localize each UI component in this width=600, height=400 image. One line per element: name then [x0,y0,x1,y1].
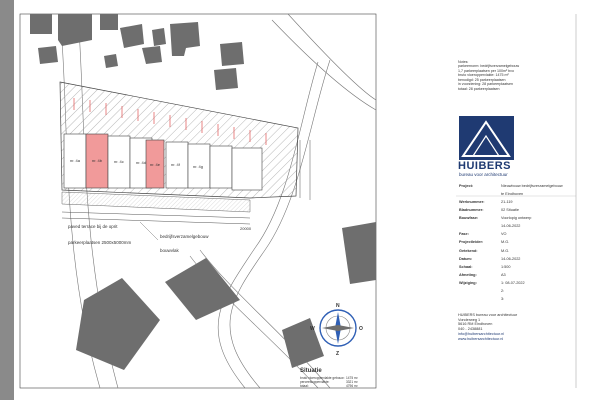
situation-box [300,368,358,388]
title-block-row [458,247,564,255]
title-block-row [458,230,564,238]
situation-value: 4796 m² [346,384,358,388]
company-logo [459,116,514,160]
company-footer [458,313,576,341]
footer-line: 5616 RM Eindhoven [458,322,493,327]
compass-north: N [336,303,340,309]
title-block-row [458,255,564,263]
title-block-value: 1:500 [501,264,511,269]
unit-4a [64,134,86,188]
unit-label: nr. 4c [114,159,124,164]
unit-4b [86,134,108,188]
title-block-value: te Eindhoven [501,192,524,197]
title-block-key: Afmeting: [459,272,477,277]
title-block-key [458,190,500,198]
unit-label: nr. 4b [92,158,103,163]
situation-line: totaal: [300,384,309,388]
title-block-key: Bladnummer: [459,208,484,213]
unit-4g [188,144,210,188]
unit-4e [146,140,164,188]
title-block-value: Nieuwbouw bedrijfsverzamelgebouw [501,184,563,188]
title-block-key: Projectleider: [459,240,484,245]
title-block-value: M.G. [501,248,510,253]
title-block-key: Fase: [459,232,469,237]
title-block-value: 2: [501,288,505,293]
title-block-key: Project: [459,184,474,188]
title-block-row [458,279,564,287]
footer-link[interactable]: www.huibersarchitectuur.nl [458,336,504,341]
title-block-row [458,206,564,214]
title-block-key [458,222,500,230]
unit-label: nr. 4g [193,164,204,169]
situation-title: Situatie [300,368,322,374]
title-block-key: Schaal: [459,264,473,269]
footer-link[interactable]: info@huibersarchitectuur.nl [458,331,505,336]
dimension-value: 20000 [240,226,252,231]
unit-label: nr. 4d [136,160,147,165]
annotation-paved: paved terrace bij de oprit [68,224,118,229]
title-block [458,182,576,341]
unit-label: nr. 4a [70,158,81,163]
unit-4c [108,136,130,188]
title-block-row [458,222,564,230]
footer-line: 040 - 2438881 [458,327,483,332]
situation-value: 1475 m² [346,376,358,380]
title-block-row [458,238,564,246]
title-block-row [458,214,564,222]
legend-line: parkeernorm: bedrijfsverzamelgebouw [458,64,520,69]
title-block-key: Bouwfase: [459,216,479,221]
title-block-row [458,198,564,206]
compass-west: W [310,326,315,332]
title-block-value: VO [501,232,507,237]
unit-label: nr. 4f [171,162,180,167]
title-block-value: 14-06-2022 [501,224,521,229]
legend-line: in voorziening: 28 parkeerplaatsen [458,82,513,87]
title-block-value: M.G. [501,240,510,245]
title-block-row [458,182,564,190]
compass-east: O [359,326,363,332]
footer-line: Vonderweg 1 [458,317,481,322]
brand-name: HUIBERS [458,160,512,172]
annotation-building: bedrijfsverzamelgebouw [160,234,209,239]
legend-notes [458,60,568,91]
situation-line: perceelsoppervlakte: [300,380,330,384]
title-block-row [458,287,564,295]
legend-line: Notes: [458,60,469,64]
title-block-key: Datum: [459,256,473,261]
brand-tagline: bureau voor architectuur [459,172,508,177]
legend-line: bruto vloeroppervlakte: 1475 m² [458,73,509,78]
annotation-boundary: bouwvlak [160,248,179,253]
title-block-key: Werknummer: [459,200,485,205]
title-block-value: 1: 08-07-2022 [501,280,525,285]
title-block-value: Voorlopig ontwerp [501,216,532,221]
title-block-value: 14-06-2022 [501,256,521,261]
title-block-key: Wijziging: [459,280,477,285]
situation-value: 3321 m² [346,380,358,384]
title-block-key [458,287,500,295]
title-block-value: 3: [501,296,505,301]
title-block-value: A3 [501,272,506,277]
title-block-table [458,182,564,303]
title-block-row [458,263,564,271]
title-block-row [458,295,564,303]
situation-line: bruto vloeroppervlakte gebouw: [300,376,345,380]
unit-4f [166,142,188,188]
title-block-row [458,271,564,279]
annotation-parking: parkeerplaatsen 2500x5000mm [68,240,132,245]
title-block-key [458,295,500,303]
footer-line: HUIBERS bureau voor architectuur [458,312,518,317]
title-block-value: 21-119 [501,200,513,205]
legend-line: totaal: 28 parkeerplaatsen [458,86,500,91]
legend-line: benodigd: 25 parkeerplaatsen [458,77,506,82]
legend-line: 1,7 parkeerplaatsen per 100m² bvo [458,68,514,73]
title-block-key: Getekend: [459,248,478,253]
compass-south: Z [336,351,340,357]
title-block-row [458,190,564,198]
title-block-value: 02 Situatie [501,208,519,213]
unit-label: nr. 4e [150,162,161,167]
